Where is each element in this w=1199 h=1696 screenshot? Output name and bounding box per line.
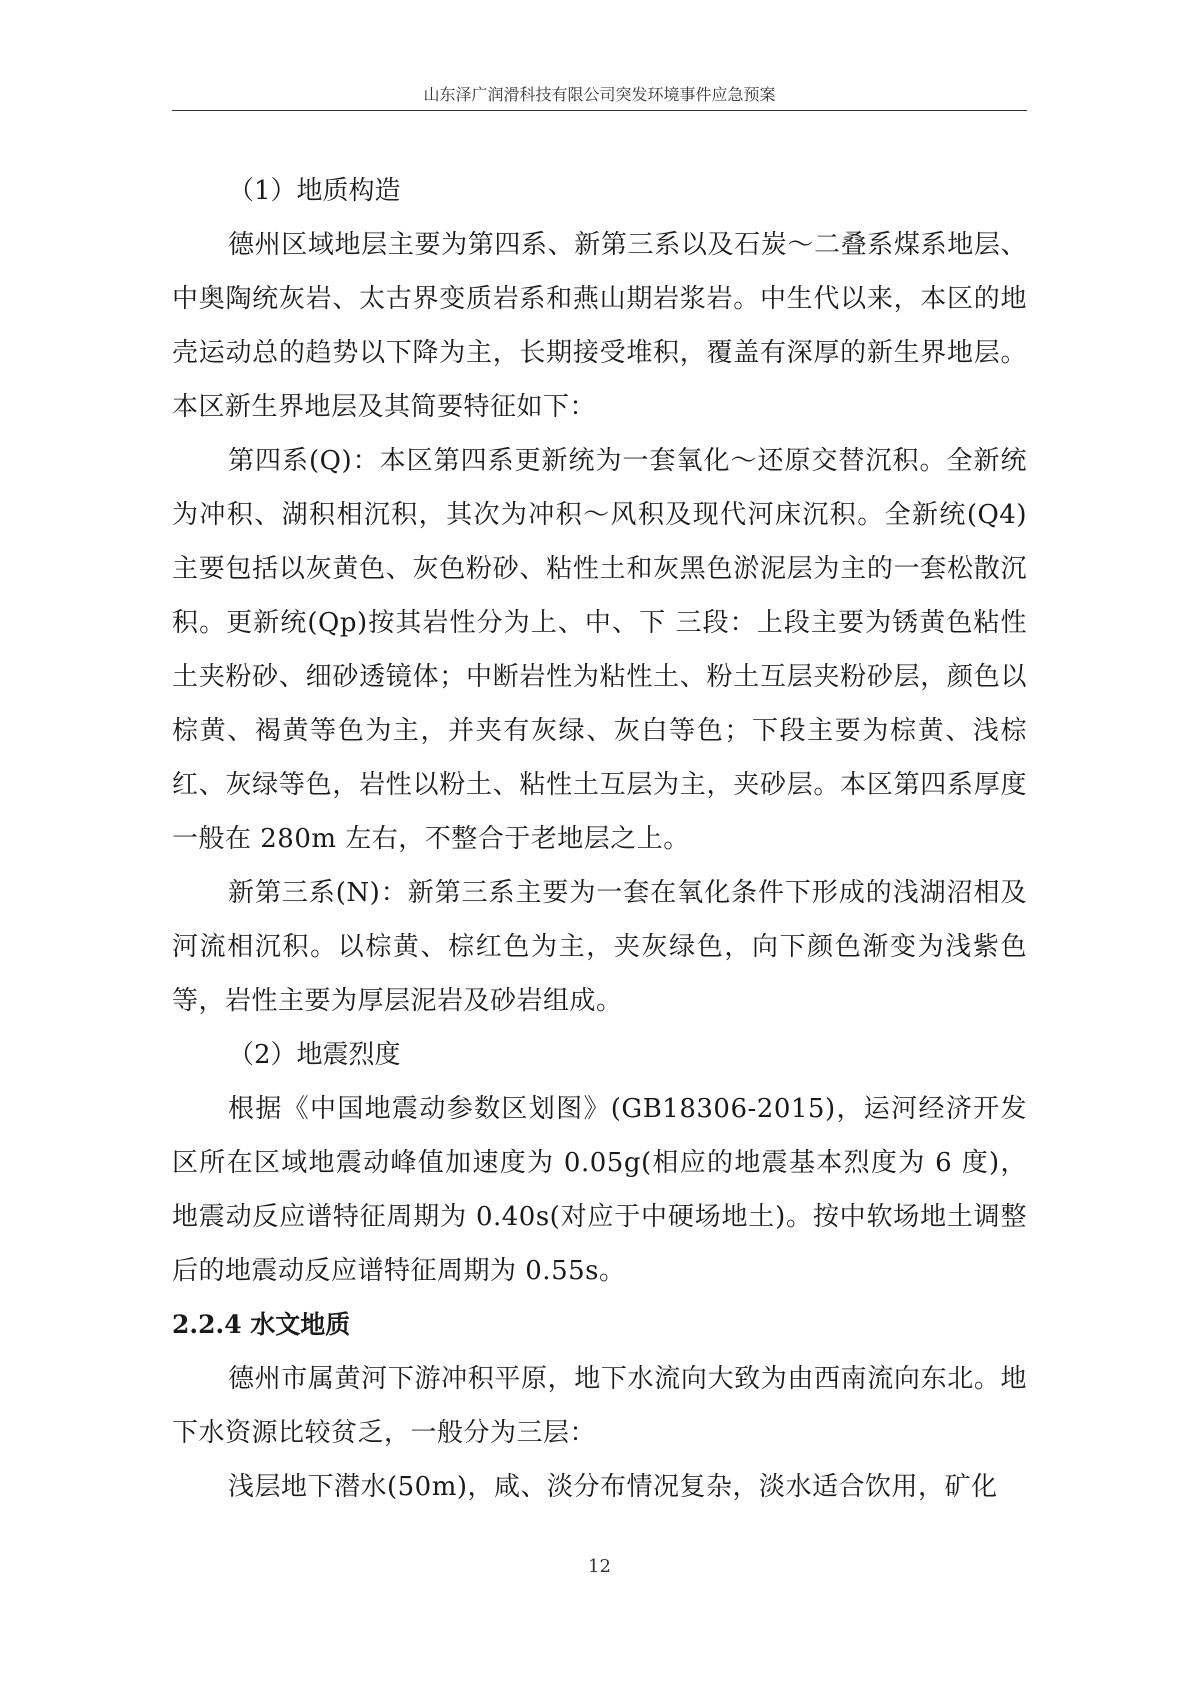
- page-body: [172, 164, 1027, 1514]
- paragraph-seismic: 根据《中国地震动参数区划图》(GB18306-2015)，运河经济开发区所在区域地震动峰值加速度为 0.05g(相应的地震基本烈度为 6 度)，地震动反应谱特征周期为 0.40s(对应于中硬场地土)。按中软场地土调整后的地震动反应谱特征周期为 0.55s。: [172, 1094, 1027, 1286]
- section-heading-hydrogeology: 2.2.4 水文地质: [172, 1310, 351, 1339]
- paragraph-shallow-groundwater: 浅层地下潜水(50m)，咸、淡分布情况复杂，淡水适合饮用，矿化: [228, 1472, 998, 1502]
- document-header: 山东泽广润滑科技有限公司突发环境事件应急预案: [423, 85, 776, 104]
- page-number: 12: [588, 1556, 611, 1577]
- subsection-heading-seismic: （2）地震烈度: [228, 1040, 401, 1070]
- paragraph-hydrogeology-intro: 德州市属黄河下游冲积平原，地下水流向大致为由西南流向东北。地下水资源比较贫乏，一般分为三层：: [172, 1364, 1027, 1448]
- paragraph-quaternary: 第四系(Q)：本区第四系更新统为一套氧化～还原交替沉积。全新统为冲积、湖积相沉积，其次为冲积～风积及现代河床沉积。全新统(Q4)主要包括以灰黄色、灰色粉砂、粘性土和灰黑色淤泥层为主的一套松散沉积。更新统(Qp)按其岩性分为上、中、下 三段：上段主要为锈黄色粘性土夹粉砂、细砂透镜体；中断岩性为粘性土、粉土互层夹粉砂层，颜色以棕黄、褐黄等色为主，并夹有灰绿、灰白等色；下段主要为棕黄、浅棕红、灰绿等色，岩性以粉土、粘性土互层为主，夹砂层。本区第四系厚度一般在 280m 左右，不整合于老地层之上。: [172, 446, 1027, 854]
- header-divider: [172, 110, 1027, 111]
- paragraph-neogene: 新第三系(N)：新第三系主要为一套在氧化条件下形成的浅湖沼相及河流相沉积。以棕黄、棕红色为主，夹灰绿色，向下颜色渐变为浅紫色等，岩性主要为厚层泥岩及砂岩组成。: [172, 878, 1027, 1016]
- paragraph-geology-intro: 德州区域地层主要为第四系、新第三系以及石炭～二叠系煤系地层、中奥陶统灰岩、太古界变质岩系和燕山期岩浆岩。中生代以来，本区的地壳运动总的趋势以下降为主，长期接受堆积，覆盖有深厚的新生界地层。本区新生界地层及其简要特征如下：: [172, 230, 1027, 422]
- subsection-heading-geology: （1）地质构造: [228, 176, 401, 206]
